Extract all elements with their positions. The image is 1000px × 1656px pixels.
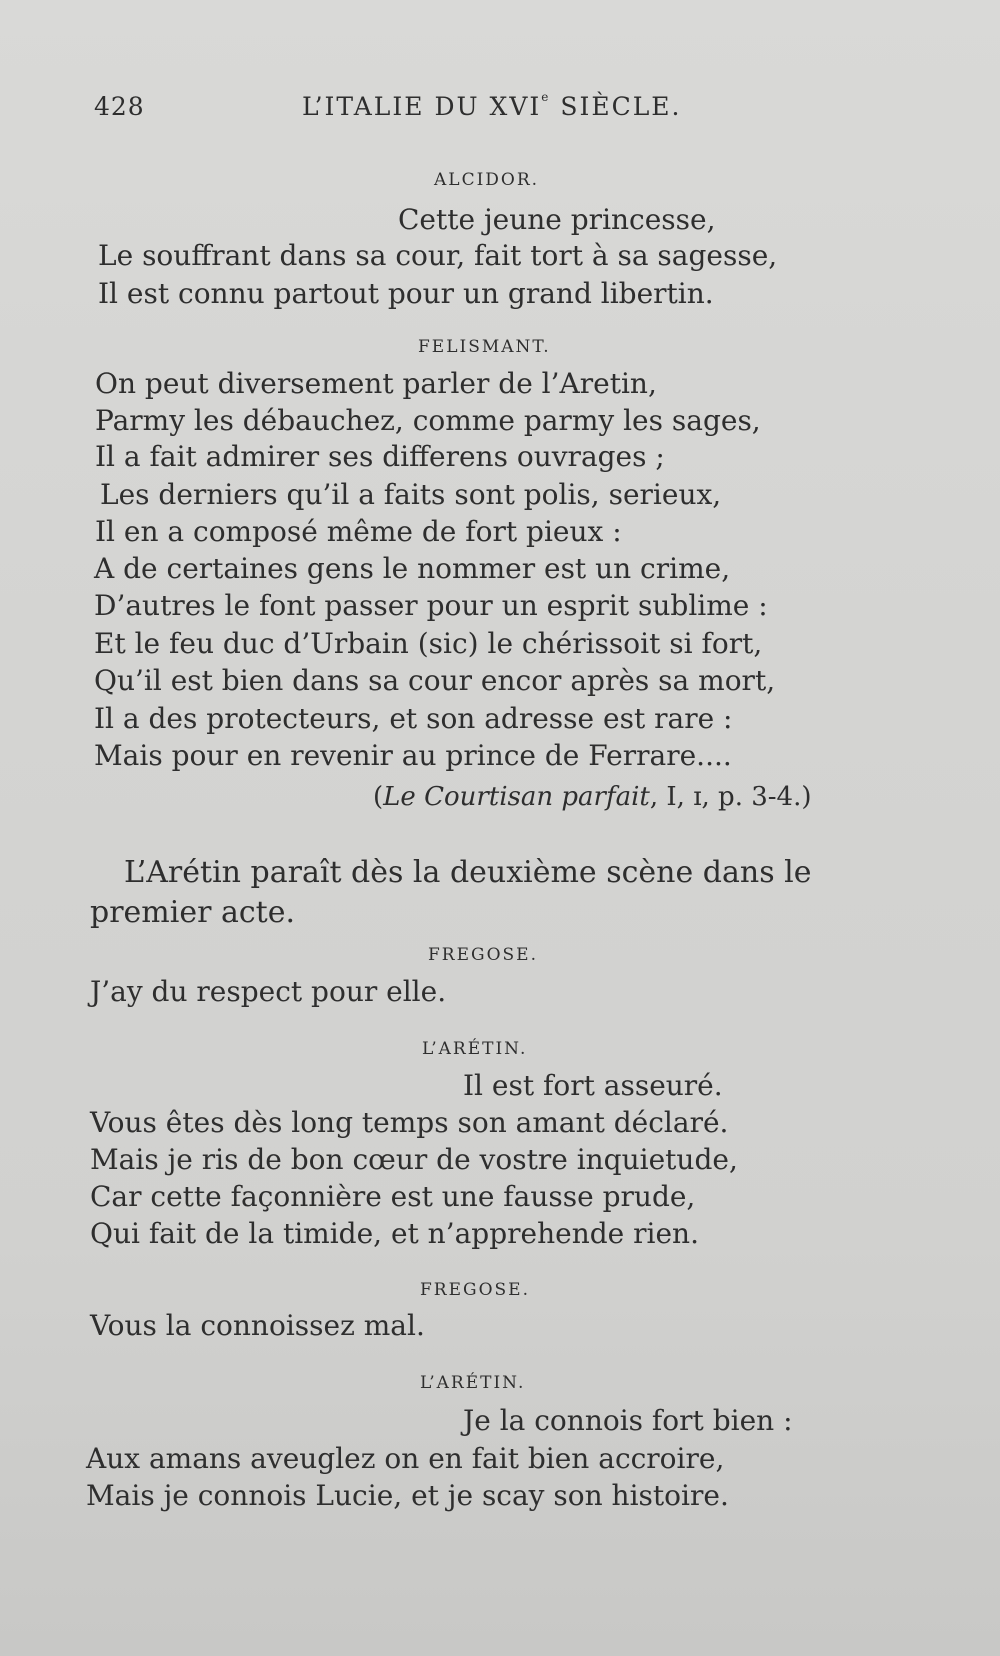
verse-line: J’ay du respect pour elle. (90, 975, 447, 1008)
prose-line: premier acte. (90, 895, 296, 930)
verse-line: Qu’il est bien dans sa cour encor après sa mort, (94, 664, 776, 697)
verse-line: Il a des protecteurs, et son adresse est rare : (94, 702, 733, 735)
prose-line: L’Arétin paraît dès la deuxième scène dans le (124, 855, 812, 890)
verse-line: Il est fort asseuré. (463, 1069, 723, 1102)
verse-line: Il en a composé même de fort pieux : (95, 515, 622, 548)
speaker-alcidor: ALCIDOR. (434, 170, 540, 190)
verse-line: On peut diversement parler de l’Aretin, (95, 367, 657, 400)
verse-line: Qui fait de la timide, et n’apprehende rien. (90, 1217, 699, 1250)
verse-line: Les derniers qu’il a faits sont polis, serieux, (100, 478, 722, 511)
verse-line: Vous la connoissez mal. (90, 1309, 425, 1342)
page-number: 428 (94, 92, 145, 121)
verse-line: Il est connu partout pour un grand libertin. (98, 277, 714, 310)
speaker-fregose: FREGOSE. (428, 945, 538, 965)
running-title: L’ITALIE DU XVIe SIÈCLE. (302, 90, 682, 121)
verse-line: Cette jeune princesse, (398, 203, 716, 236)
verse-line: Et le feu duc d’Urbain (sic) le chérissoit si fort, (94, 627, 763, 660)
speaker-fregose: FREGOSE. (420, 1280, 530, 1300)
speaker-aretin: L’ARÉTIN. (422, 1039, 528, 1059)
citation-title: Le Courtisan parfait (383, 782, 650, 812)
speaker-felismant: FELISMANT. (418, 337, 551, 357)
verse-line: Mais je connois Lucie, et je scay son histoire. (86, 1479, 729, 1512)
verse-line: Aux amans aveuglez on en fait bien accroire, (86, 1442, 725, 1475)
page-header (94, 92, 714, 132)
verse-line: Car cette façonnière est une fausse prude, (90, 1180, 696, 1213)
verse-line: Mais pour en revenir au prince de Ferrare.... (94, 739, 732, 772)
verse-line: D’autres le font passer pour un esprit sublime : (94, 589, 768, 622)
verse-line: Je la connois fort bien : (463, 1404, 793, 1437)
verse-line: Il a fait admirer ses differens ouvrages ; (95, 440, 665, 473)
verse-line: Parmy les débauchez, comme parmy les sages, (95, 404, 761, 437)
verse-line: Vous êtes dès long temps son amant déclaré. (90, 1106, 729, 1139)
verse-line: Le souffrant dans sa cour, fait tort à sa sagesse, (98, 239, 778, 272)
verse-line: A de certaines gens le nommer est un crime, (94, 552, 731, 585)
citation: (Le Courtisan parfait, I, ɪ, p. 3-4.) (373, 782, 812, 812)
verse-line: Mais je ris de bon cœur de vostre inquietude, (90, 1143, 738, 1176)
speaker-aretin: L’ARÉTIN. (420, 1373, 526, 1393)
